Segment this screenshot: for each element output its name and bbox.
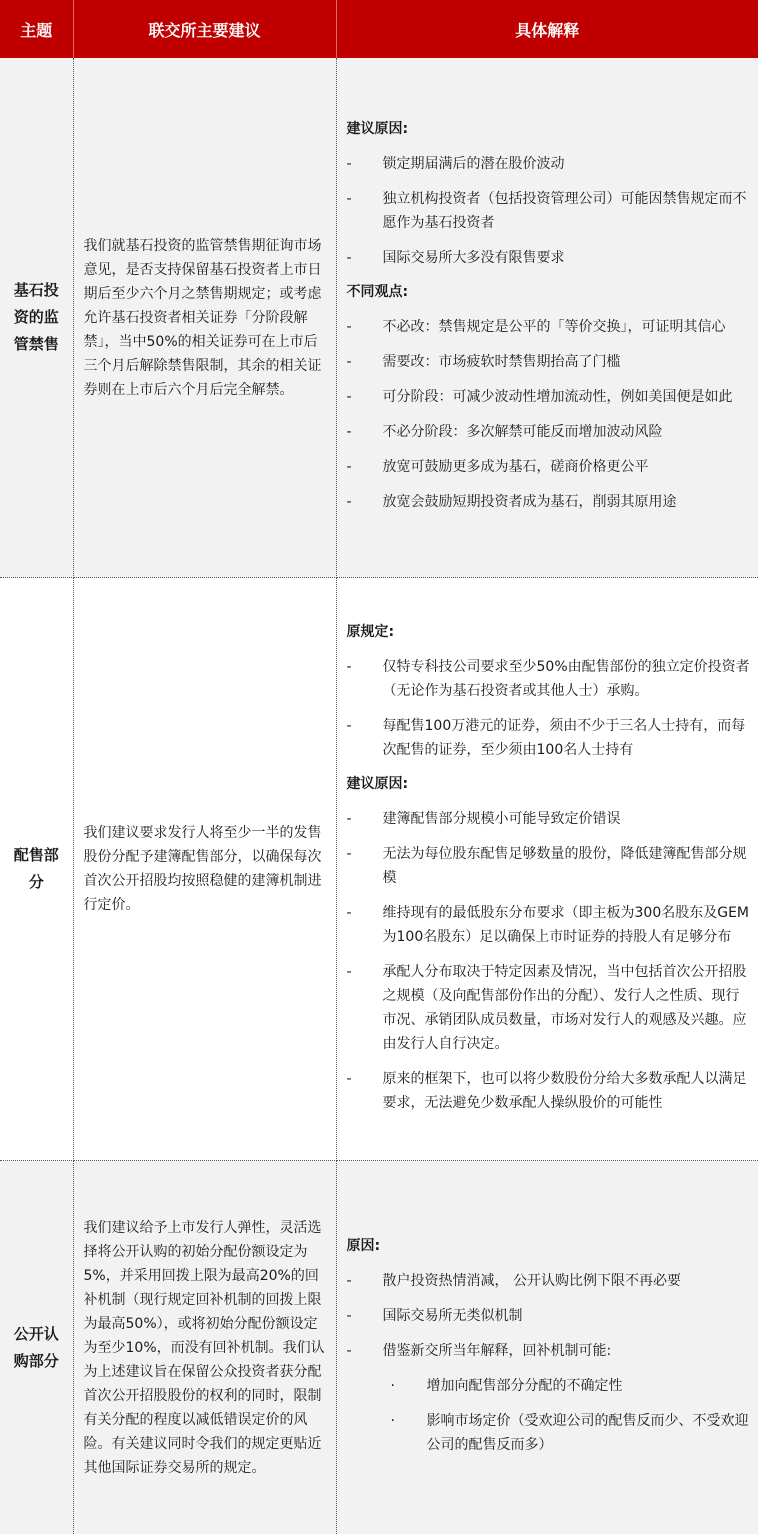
list-item [347,655,751,703]
recommendation-cell: 我们建议给予上市发行人弹性，灵活选择将公开认购的初始分配份额设定为5%，并采用回拨上限为最高20%的回补机制（现行规定回补机制的回拨上限为最高50%），或将初始分配份额设定为至少10%，而没有回补机制。我们认为上述建议旨在保留公众投资者获分配首次公开招股股份的权利的同时，限制有关分配的程度以减低错误定价的风险。有关建议同时令我们的规定更贴近其他国际证券交易所的规定。 [73,1161,336,1534]
dash-marker: - [347,655,383,703]
list-item-text: 放宽可鼓励更多成为基石，磋商价格更公平 [383,455,751,479]
dash-marker: - [347,187,383,235]
list-item-text: 每配售100万港元的证券，须由不少于三名人士持有，而每次配售的证券，至少须由100名人士持有 [383,714,751,762]
list-item-text: 建簿配售部分规模小可能导致定价错误 [383,807,751,831]
list-item [347,1339,751,1363]
header-row [0,0,758,58]
list-item-text: 国际交易所大多没有限售要求 [383,246,751,270]
dash-marker: - [347,1339,383,1363]
topic-cell: 基石投资的监管禁售 [0,58,73,578]
list-item [347,315,751,339]
section-heading: 原因: [347,1235,751,1257]
list-item [347,187,751,235]
list-item [347,807,751,831]
dot-marker: · [391,1374,427,1398]
section-heading: 建议原因: [347,118,751,140]
header-explanation: 具体解释 [336,0,758,58]
list-item-text: 维持现有的最低股东分布要求（即主板为300名股东及GEM为100名股东）足以确保上市时证券的持股人有足够分布 [383,901,751,949]
section-heading: 不同观点: [347,281,751,303]
list-item-text: 仅特专科技公司要求至少50%由配售部份的独立定价投资者（无论作为基石投资者或其他人士）承购。 [383,655,751,703]
dash-marker: - [347,420,383,444]
dash-marker: - [347,714,383,762]
list-item [347,960,751,1056]
dash-marker: - [347,350,383,374]
topic-cell: 配售部分 [0,578,73,1161]
section-heading: 建议原因: [347,773,751,795]
list-item [347,350,751,374]
list-item-text: 散户投资热情消减， 公开认购比例下限不再必要 [383,1269,751,1293]
list-item-text: 不必分阶段：多次解禁可能反而增加波动风险 [383,420,751,444]
recommendation-cell: 我们建议要求发行人将至少一半的发售股份分配予建簿配售部分，以确保每次首次公开招股均按照稳健的建簿机制进行定价。 [73,578,336,1161]
dash-marker: - [347,455,383,479]
table-row [0,58,758,578]
list-item-text: 需要改：市场疲软时禁售期抬高了门槛 [383,350,751,374]
dash-marker: - [347,960,383,1056]
dash-marker: - [347,152,383,176]
list-item [347,455,751,479]
list-item-text: 不必改：禁售规定是公平的「等价交换」，可证明其信心 [383,315,751,339]
dash-marker: - [347,901,383,949]
dash-marker: - [347,807,383,831]
list-item [347,1269,751,1293]
section-heading: 原规定: [347,621,751,643]
dash-marker: - [347,315,383,339]
dash-marker: - [347,385,383,409]
list-item [347,152,751,176]
list-item [347,1304,751,1328]
dash-marker: - [347,246,383,270]
table-row [0,578,758,1161]
dash-marker: - [347,1067,383,1115]
sub-list-item [347,1409,751,1457]
list-item-text: 放宽会鼓励短期投资者成为基石，削弱其原用途 [383,490,751,514]
list-item [347,420,751,444]
explanation-cell [336,1161,758,1534]
list-item-text: 可分阶段：可减少波动性增加流动性，例如美国便是如此 [383,385,751,409]
list-item [347,901,751,949]
header-recommendation: 联交所主要建议 [73,0,336,58]
list-item-text: 独立机构投资者（包括投资管理公司）可能因禁售规定而不愿作为基石投资者 [383,187,751,235]
list-item-text: 原来的框架下，也可以将少数股份分给大多数承配人以满足要求，无法避免少数承配人操纵股价的可能性 [383,1067,751,1115]
dash-marker: - [347,490,383,514]
list-item-text: 锁定期届满后的潜在股价波动 [383,152,751,176]
list-item-text: 承配人分布取决于特定因素及情况，当中包括首次公开招股之规模（及向配售部份作出的分配）、发行人之性质、现行市况、承销团队成员数量，市场对发行人的观感及兴趣。应由发行人自行决定。 [383,960,751,1056]
dash-marker: - [347,1269,383,1293]
explanation-cell [336,58,758,578]
sub-list-item-text: 影响市场定价（受欢迎公司的配售反而少、不受欢迎公司的配售反而多） [427,1409,751,1457]
list-item [347,1067,751,1115]
recommendation-cell: 我们就基石投资的监管禁售期征询市场意见，是否支持保留基石投资者上市日期后至少六个月之禁售期规定；或考虑允许基石投资者相关证券「分阶段解禁」，当中50%的相关证券可在上市后三个月后解除禁售限制，其余的相关证券则在上市后六个月后完全解禁。 [73,58,336,578]
sub-list-item-text: 增加向配售部分分配的不确定性 [427,1374,751,1398]
list-item [347,842,751,890]
list-item [347,385,751,409]
list-item-text: 国际交易所无类似机制 [383,1304,751,1328]
list-item [347,246,751,270]
topic-cell: 公开认购部分 [0,1161,73,1534]
header-topic: 主题 [0,0,73,58]
explanation-cell [336,578,758,1161]
dash-marker: - [347,1304,383,1328]
list-item-text: 借鉴新交所当年解释，回补机制可能: [383,1339,751,1363]
list-item [347,714,751,762]
sub-list-item [347,1374,751,1398]
dot-marker: · [391,1409,427,1457]
list-item-text: 无法为每位股东配售足够数量的股份，降低建簿配售部分规模 [383,842,751,890]
list-item [347,490,751,514]
dash-marker: - [347,842,383,890]
table-row [0,1161,758,1534]
